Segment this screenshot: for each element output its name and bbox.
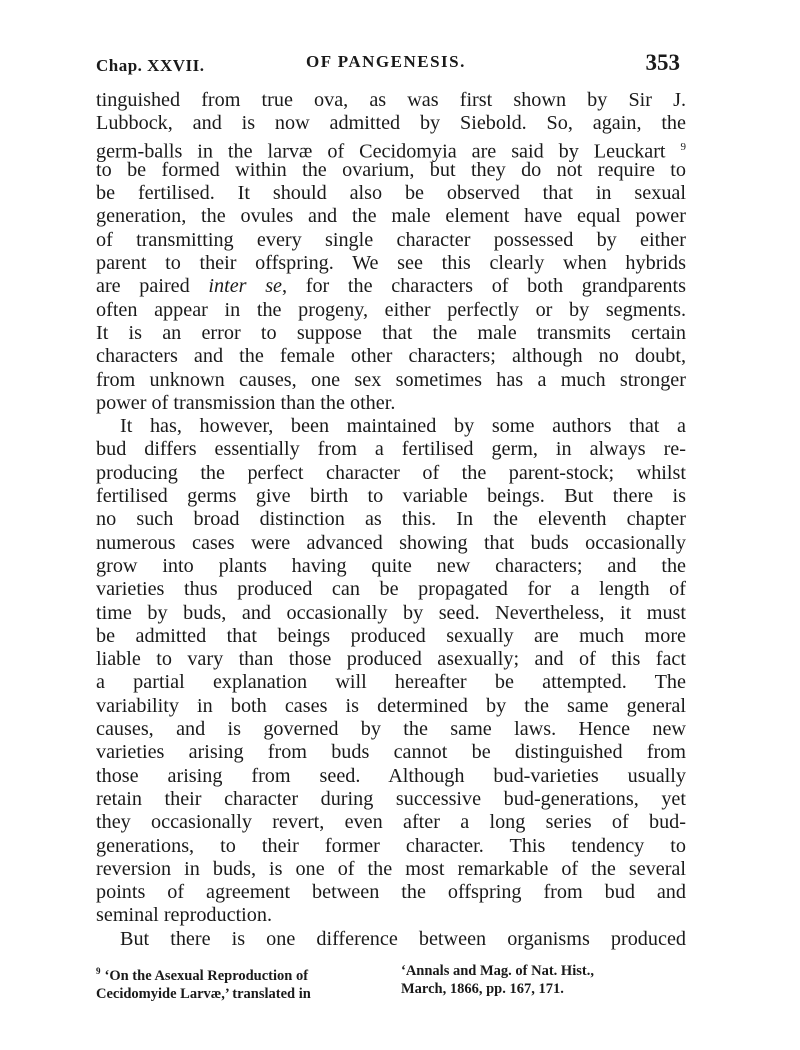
text-line: a partial explanation will hereafter be attempted. The bbox=[96, 671, 686, 694]
body-text bbox=[96, 89, 686, 951]
text-line: be fertilised. It should also be observed that in sexual bbox=[96, 182, 686, 205]
footnote-row bbox=[96, 962, 686, 1003]
text-line: varieties thus produced can be propagated for a length of bbox=[96, 578, 686, 601]
text-line: to be formed within the ovarium, but they do not require to bbox=[96, 158, 686, 181]
page-number: 353 bbox=[645, 50, 680, 75]
text-line-with-italic: are paired inter se, for the characters of both grandparents bbox=[96, 275, 686, 298]
text-line-content: germ-balls in the larvæ of Cecidomyia are said by Leuckart bbox=[96, 140, 666, 163]
italic-phrase: inter se bbox=[208, 275, 283, 298]
text-line: retain their character during successive bud-generations, yet bbox=[96, 787, 686, 810]
text-line: no such broad distinction as this. In the eleventh chapter bbox=[96, 508, 686, 531]
text-line: often appear in the progeny, either perfectly or by segments. bbox=[96, 298, 686, 321]
text-line: characters and the female other characters; although no doubt, bbox=[96, 345, 686, 368]
text-line: grow into plants having quite new characters; and the bbox=[96, 554, 686, 577]
text-line: time by buds, and occasionally by seed. Nevertheless, it must bbox=[96, 601, 686, 624]
text-line: tinguished from true ova, as was first shown by Sir J. bbox=[96, 89, 686, 111]
text-line: numerous cases were advanced showing that buds occasionally bbox=[96, 531, 686, 554]
text-line: they occasionally revert, even after a long series of bud- bbox=[96, 811, 686, 834]
footnote-line: Cecidomyide Larvæ,’ translated in bbox=[96, 985, 311, 1002]
text-line: reversion in buds, is one of the most remarkable of the several bbox=[96, 857, 686, 880]
footnote-right-column bbox=[401, 962, 686, 1003]
text-line: variability in both cases is determined by the same general bbox=[96, 694, 686, 717]
chapter-label: Chap. XXVII. bbox=[96, 56, 205, 75]
paragraph-start-line: It has, however, been maintained by some authors that a bbox=[120, 415, 686, 438]
paragraph-end-line: power of transmission than the other. bbox=[96, 391, 396, 414]
text-line: It is an error to suppose that the male transmits certain bbox=[96, 321, 686, 344]
text-line: causes, and is governed by the same laws. Hence new bbox=[96, 718, 686, 741]
text-line: generation, the ovules and the male element have equal power bbox=[96, 205, 686, 228]
paragraph-end-line: seminal reproduction. bbox=[96, 904, 273, 927]
footnote-line: March, 1866, pp. 167, 171. bbox=[401, 981, 564, 997]
text-line: from unknown causes, one sex sometimes has a much stronger bbox=[96, 368, 686, 391]
running-header bbox=[96, 50, 686, 80]
text-line: parent to their offspring. We see this clearly when hybrids bbox=[96, 252, 686, 275]
text-line: varieties arising from buds cannot be distinguished from bbox=[96, 741, 686, 764]
text-line: Lubbock, and is now admitted by Siebold. So, again, the bbox=[96, 112, 686, 135]
text-line: generations, to their former character. This tendency to bbox=[96, 834, 686, 857]
footnote-block bbox=[96, 962, 686, 1003]
footnote-reference: 9 bbox=[680, 140, 686, 153]
text-line-with-footnote-ref bbox=[96, 136, 686, 163]
text-line: those arising from seed. Although bud-varieties usually bbox=[96, 764, 686, 787]
footnote-text: ‘On the Asexual Reproduction of bbox=[104, 967, 309, 984]
footnote-left-column bbox=[96, 962, 391, 1003]
footnote-line: ‘Annals and Mag. of Nat. Hist., bbox=[401, 963, 594, 979]
text-line: be admitted that beings produced sexually are much more bbox=[96, 624, 686, 647]
footnote-mark: 9 bbox=[96, 966, 101, 976]
text-line: liable to vary than those produced asexually; and of this fact bbox=[96, 648, 686, 671]
footnote-line bbox=[96, 962, 391, 985]
text-line: points of agreement between the offspring from bud and bbox=[96, 881, 686, 904]
paragraph-start-line: But there is one difference between organisms produced bbox=[120, 927, 686, 950]
text-line: producing the perfect character of the parent-stock; whilst bbox=[96, 461, 686, 484]
running-title: OF PANGENESIS. bbox=[306, 52, 466, 71]
text-line: bud differs essentially from a fertilised germ, in always re- bbox=[96, 438, 686, 461]
text-line: fertilised germs give birth to variable beings. But there is bbox=[96, 485, 686, 508]
text-line: of transmitting every single character possessed by either bbox=[96, 228, 686, 251]
